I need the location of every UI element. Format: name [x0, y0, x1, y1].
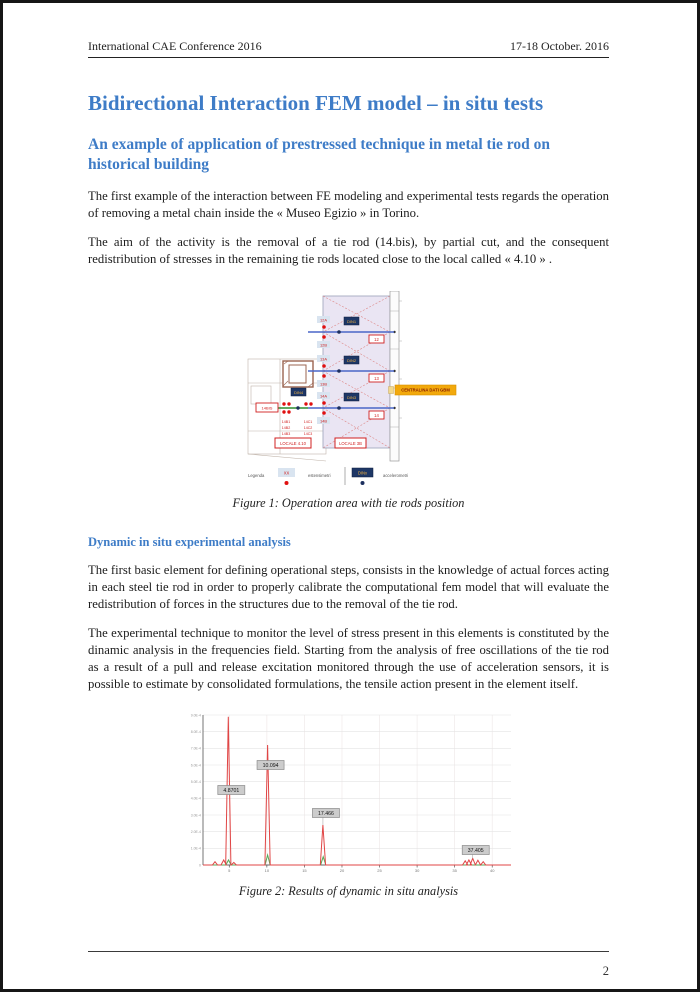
accelerometer-icon — [361, 481, 365, 485]
svg-text:14B1: 14B1 — [281, 420, 291, 425]
figure-1-legend — [248, 467, 408, 485]
svg-text:0: 0 — [199, 862, 201, 867]
legend-strain-box: XX — [283, 470, 290, 476]
figure-1-floor-plan — [88, 291, 609, 511]
svg-text:8.0E-4: 8.0E-4 — [190, 729, 201, 734]
legend-strain-label: estensimetri — [308, 473, 331, 479]
figure-1-caption: Figure 1: Operation area with tie rods position — [232, 496, 465, 511]
svg-text:40: 40 — [489, 867, 495, 873]
svg-text:9.0E-4: 9.0E-4 — [190, 712, 201, 717]
svg-text:2.0E-4: 2.0E-4 — [190, 829, 201, 834]
paragraph-3: The first basic element for defining operational steps, consists in the knowledge of actual forces acting in each steel tie rod in order to properly calibrate the computational fem model that will evaluate the redistribution of forces in the structures due to the removal of the tie rod. — [88, 563, 609, 612]
svg-text:5: 5 — [228, 867, 231, 873]
gauge-id-list — [282, 420, 313, 436]
svg-text:6.0E-4: 6.0E-4 — [190, 762, 201, 767]
paragraph-1: The first example of the interaction between FE modeling and experimental tests regards the operation of removing a metal chain inside the « Museo Egizio » in Torino. — [88, 188, 609, 220]
figure-2-caption: Figure 2: Results of dynamic in situ analysis — [238, 883, 459, 898]
svg-text:10: 10 — [264, 867, 270, 873]
svg-text:10.094: 10.094 — [262, 762, 279, 769]
rod-id-label: 13 — [374, 376, 379, 382]
floor-plan-drawing — [218, 291, 518, 491]
gauge-label: 14B — [319, 418, 328, 424]
svg-text:14C2: 14C2 — [303, 426, 313, 431]
gauge-label: 13B — [319, 381, 328, 387]
room-labels — [275, 438, 366, 448]
rod-id-label: 12 — [374, 337, 379, 343]
rod-id-label: 14 — [374, 413, 379, 419]
svg-text:35: 35 — [452, 867, 457, 873]
legend-acc-label: accelerometri — [383, 473, 409, 479]
paragraph-2: The aim of the activity is the removal of a tie rod (14.bis), by partial cut, and the consequent redistribution of stresses in the remaining tie rods located close to the local called « 4.10 » . — [88, 234, 609, 266]
accelerometer-label: DIN1 — [346, 319, 357, 325]
header-conference-name: International CAE Conference 2016 — [88, 39, 262, 53]
svg-text:25: 25 — [377, 867, 382, 873]
svg-text:7.0E-4: 7.0E-4 — [190, 746, 201, 751]
svg-text:3.0E-4: 3.0E-4 — [190, 812, 201, 817]
gauge-label: 14A — [319, 393, 328, 399]
right-wall-section — [390, 291, 402, 461]
rod-id-label: 14BIS — [261, 405, 273, 411]
data-acquisition-box — [389, 385, 457, 395]
svg-text:15: 15 — [302, 867, 307, 873]
masonry-courtyard — [283, 361, 313, 387]
header-date: 17-18 October. 2016 — [510, 39, 609, 53]
legend-acc-box: DINx — [357, 471, 368, 477]
svg-text:1.0E-4: 1.0E-4 — [190, 846, 201, 851]
gauge-label: 13A — [319, 356, 328, 362]
legend-title: Legenda — [248, 473, 265, 479]
svg-text:4.0E-4: 4.0E-4 — [190, 796, 201, 801]
figure-2-spectrum — [88, 709, 609, 899]
svg-text:14B3: 14B3 — [281, 432, 291, 437]
page-header — [88, 39, 609, 54]
svg-text:30: 30 — [414, 867, 420, 873]
svg-text:37.405: 37.405 — [467, 847, 484, 854]
svg-text:4.8701: 4.8701 — [223, 787, 240, 794]
accelerometer-label: DIN3 — [346, 395, 357, 401]
footer-divider — [88, 951, 609, 952]
strain-gauge-icon — [285, 481, 289, 485]
room-label-410: LOCALE 4.10 — [280, 441, 306, 447]
room-label-3b: LOCALE 3B — [339, 441, 362, 447]
gauge-label: 12B — [319, 342, 328, 348]
svg-text:17.466: 17.466 — [318, 810, 334, 817]
subsection-heading: Dynamic in situ experimental analysis — [88, 535, 291, 550]
svg-text:20: 20 — [339, 867, 345, 873]
data-unit-label: CENTRALINA DATI GBM — [401, 388, 450, 394]
tie-rod-14bis-removed — [256, 388, 313, 436]
svg-text:14B2: 14B2 — [281, 426, 291, 431]
gauge-label: 12A — [319, 317, 328, 323]
header-divider — [88, 57, 609, 58]
accelerometer-label: DIN4 — [293, 390, 304, 396]
svg-text:14C3: 14C3 — [303, 432, 313, 437]
accelerometer-label: DIN2 — [346, 358, 357, 364]
svg-text:14C1: 14C1 — [303, 420, 313, 425]
page-title: Bidirectional Interaction FEM model – in situ tests — [88, 91, 544, 115]
section-subtitle: An example of application of prestressed technique in metal tie rod on historical building — [88, 136, 550, 174]
svg-text:5.0E-4: 5.0E-4 — [190, 779, 201, 784]
page-number: 2 — [602, 964, 609, 978]
frequency-spectrum-chart — [187, 709, 519, 881]
paragraph-4: The experimental technique to monitor the level of stress present in this elements is constituted by the dinamic analysis in the frequencies field. Starting from the analysis of free oscillations of the tie rod as a result of a pull and release excitation monitored through the use of acceleration sensors, it is possible to estimate by consolidated formulations, the tensile action present in the element itself. — [88, 626, 609, 691]
